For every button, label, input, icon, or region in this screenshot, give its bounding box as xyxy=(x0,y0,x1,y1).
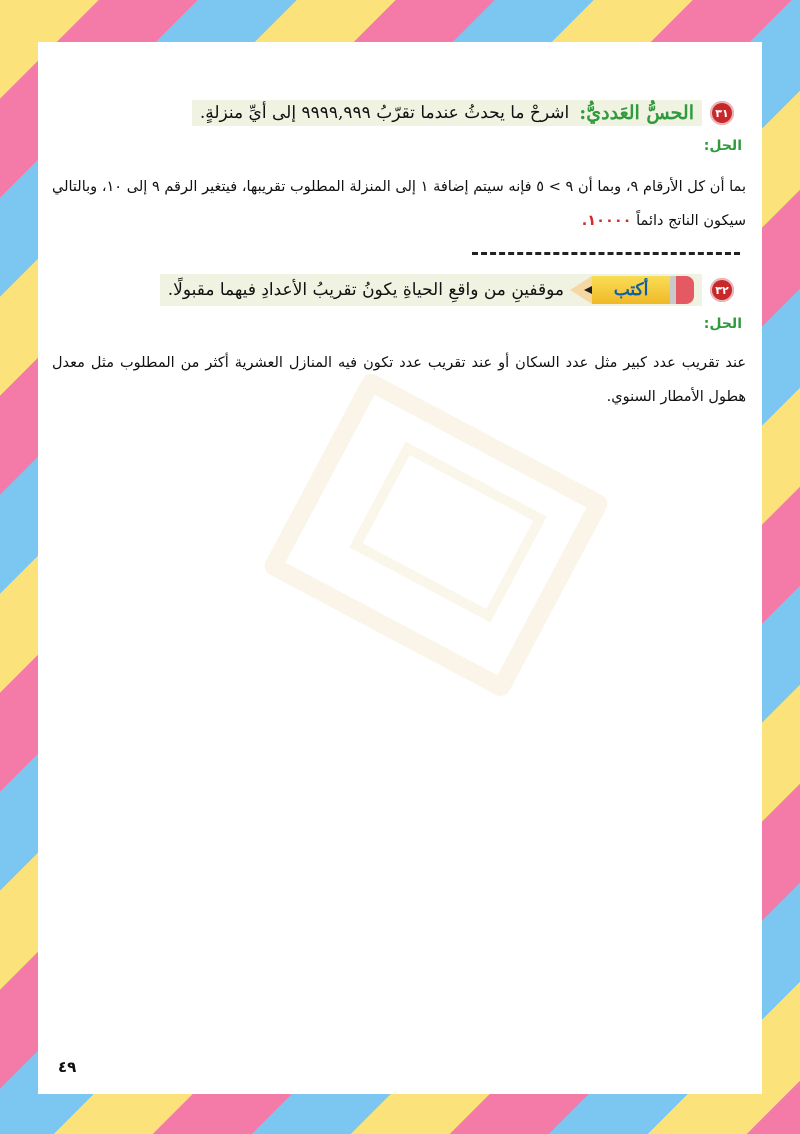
answer-31 xyxy=(52,170,746,238)
question-heading: الحسُّ العَدديُّ: xyxy=(579,102,694,124)
solution-label: الحل: xyxy=(703,316,742,332)
question-text: موقفينِ من واقعِ الحياةِ يكونُ تقريبُ الأعدادِ فيهما مقبولًا. xyxy=(167,280,564,300)
pencil-label: أكتب xyxy=(592,276,670,304)
answer-text: عند تقريب عدد كبير مثل عدد السكان أو عند تقريب عدد تكون فيه المنازل العشرية أكثر من المطلوب مثل معدل هطول الأمطار السنوي. xyxy=(52,355,746,405)
question-32 xyxy=(160,274,734,306)
page-number: ٤٩ xyxy=(58,1058,77,1076)
answer-text: بما أن كل الأرقام ٩، وبما أن ٩ > ٥ فإنه سيتم إضافة ١ إلى المنزلة المطلوب تقريبها، فيتغير الرقم ٩ إلى ١٠، وبالتالي سيكون الناتج دائماً xyxy=(52,179,746,229)
question-strip xyxy=(160,274,702,306)
question-number-badge: ٣٢ xyxy=(710,278,734,302)
pencil-eraser xyxy=(676,276,694,304)
dashed-divider xyxy=(472,252,740,255)
pencil-tip xyxy=(570,276,592,304)
question-number-badge: ٣١ xyxy=(710,101,734,125)
answer-32 xyxy=(52,346,746,414)
pencil-band xyxy=(670,276,676,304)
pencil-icon xyxy=(570,276,694,304)
document-page xyxy=(38,42,762,1094)
answer-value: ١٠٠٠٠. xyxy=(581,213,632,229)
question-strip xyxy=(192,100,702,126)
question-31 xyxy=(192,100,734,126)
question-text: اشرحْ ما يحدثُ عندما تقرّبُ ٩٩٩٩,٩٩٩ إلى أيِّ منزلةٍ. xyxy=(199,103,570,123)
solution-label: الحل: xyxy=(703,138,742,154)
